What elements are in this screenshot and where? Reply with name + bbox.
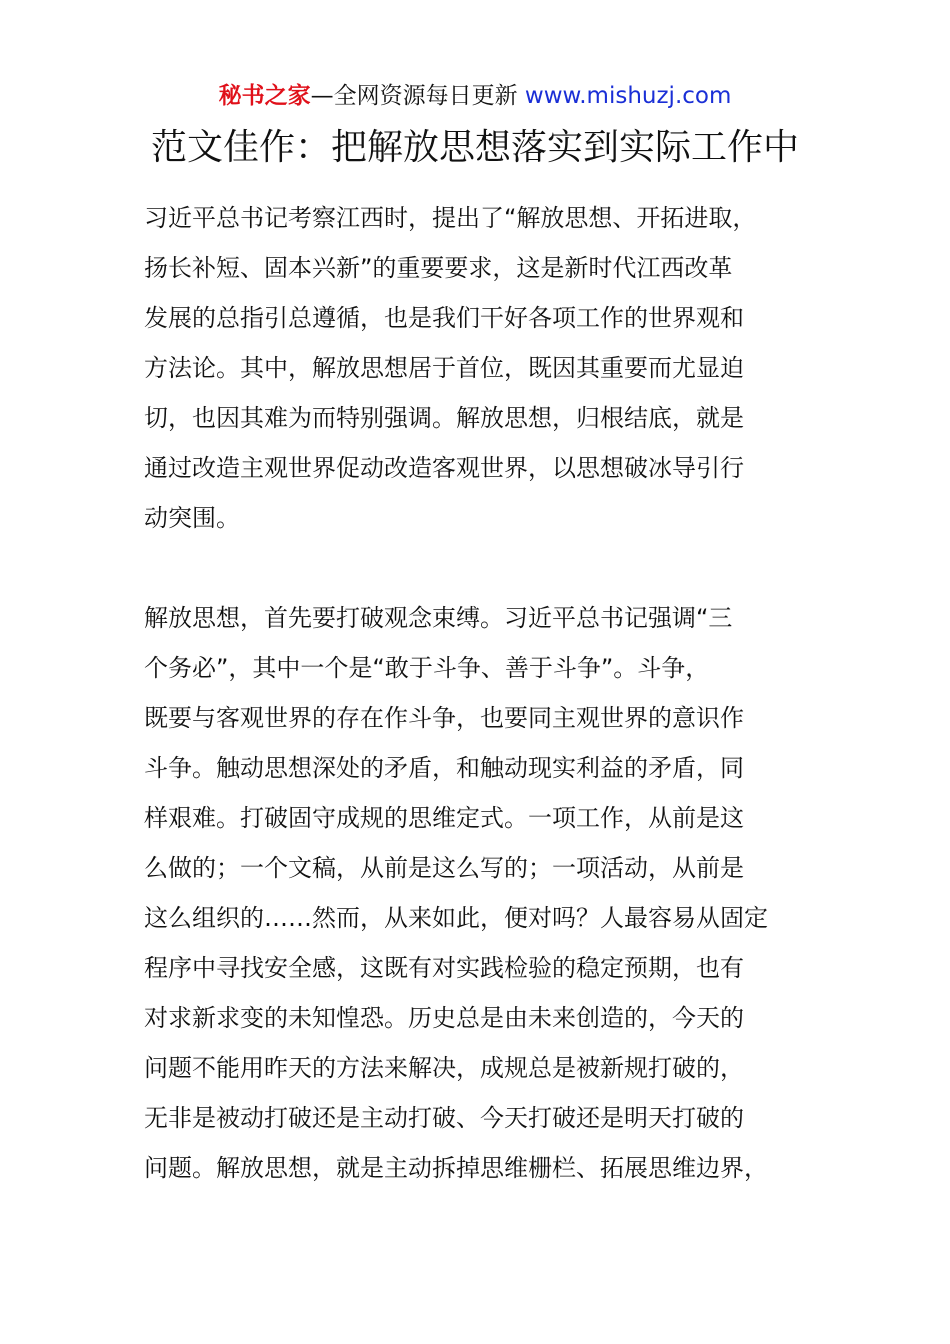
text-line: 程序中寻找安全感，这既有对实践检验的稳定预期，也有 — [144, 954, 744, 982]
paragraph-2 — [144, 593, 814, 1193]
text-line: 动突围。 — [144, 504, 240, 532]
text-line: 么做的；一个文稿，从前是这么写的；一项活动，从前是 — [144, 854, 744, 882]
text-line: 习近平总书记考察江西时，提出了“解放思想、开拓进取， — [144, 204, 757, 232]
text-line: 发展的总指引总遵循，也是我们干好各项工作的世界观和 — [144, 304, 744, 332]
text-line: 个务必”，其中一个是“敢于斗争、善于斗争”。斗争， — [144, 654, 710, 682]
site-header — [0, 80, 950, 112]
text-line: 既要与客观世界的存在作斗争，也要同主观世界的意识作 — [144, 704, 744, 732]
paragraph-1 — [144, 193, 814, 543]
text-line: 通过改造主观世界促动改造客观世界，以思想破冰导引行 — [144, 454, 744, 482]
text-line: 问题不能用昨天的方法来解决，成规总是被新规打破的， — [144, 1054, 744, 1082]
text-line: 对求新求变的未知惶恐。历史总是由未来创造的，今天的 — [144, 1004, 744, 1032]
text-line: 切，也因其难为而特别强调。解放思想，归根结底，就是 — [144, 404, 744, 432]
paragraph-spacer — [144, 543, 814, 593]
text-line: 斗争。触动思想深处的矛盾，和触动现实利益的矛盾，同 — [144, 754, 744, 782]
brand-name: 秘书之家 — [218, 83, 311, 109]
header-tagline: —全网资源每日更新 — [310, 83, 525, 109]
text-line: 方法论。其中，解放思想居于首位，既因其重要而尤显迫 — [144, 354, 744, 382]
site-url-link[interactable]: www.mishuzj.com — [524, 83, 732, 109]
document-title: 范文佳作：把解放思想落实到实际工作中 — [150, 127, 799, 168]
text-line: 问题。解放思想，就是主动拆掉思维栅栏、拓展思维边界， — [144, 1154, 768, 1182]
text-line: 扬长补短、固本兴新”的重要要求，这是新时代江西改革 — [144, 254, 733, 282]
text-line: 无非是被动打破还是主动打破、今天打破还是明天打破的 — [144, 1104, 744, 1132]
text-line: 解放思想，首先要打破观念束缚。习近平总书记强调“三 — [144, 604, 733, 632]
text-line: 样艰难。打破固守成规的思维定式。一项工作，从前是这 — [144, 804, 744, 832]
text-line: 这么组织的……然而，从来如此，便对吗？人最容易从固定 — [144, 904, 768, 932]
document-body — [144, 193, 814, 1193]
